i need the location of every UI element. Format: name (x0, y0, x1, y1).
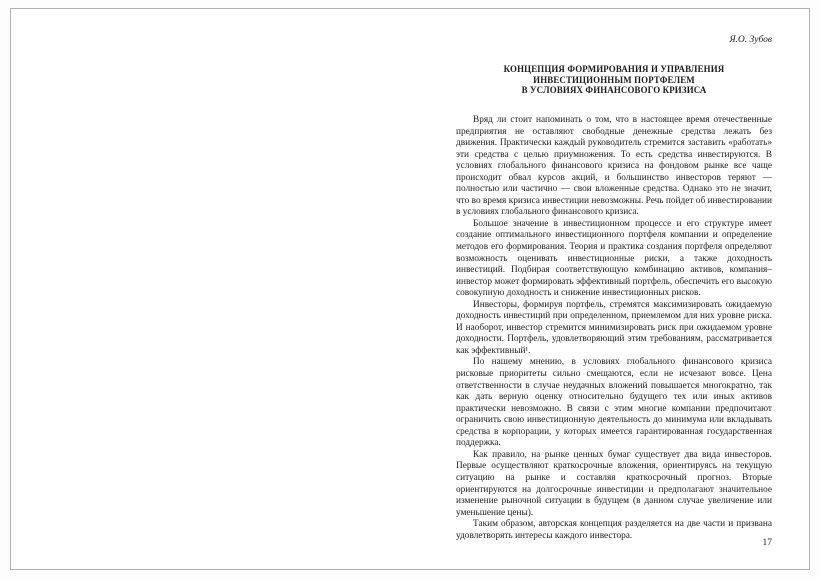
author-name: Я.О. Зубов (729, 35, 772, 45)
paragraph-5: Как правило, на рынке ценных бумаг существует два вида инвесторов. Первые осуществляют краткосрочные вложения, ориентируясь на текущую ситуацию на рынке и составляя краткосрочный прогноз. Вторые ориентируются на долгосрочные инвестиции и предполагают значительное изменение рыночной ситуации в будущем (в данном случае увеличение или уменьшение цены). (456, 449, 772, 518)
paragraph-3: Инвесторы, формируя портфель, стремятся максимизировать ожидаемую доходность инвестиций при определенном, приемлемом для них уровне риска. И наоборот, инвестор стремится минимизировать риск при ожидаемом уровне доходности. Портфель, удовлетворяющий этим требованиям, рассматривается как эффективный¹. (456, 299, 772, 356)
article-title-line-3: В УСЛОВИЯХ ФИНАНСОВОГО КРИЗИСА (521, 85, 707, 96)
paragraph-2: Большое значение в инвестиционном процессе и его структуре имеет создание оптимального инвестиционного портфеля компании и определение методов его формирования. Теория и практика создания портфеля определяют возможность оценивать инвестиционные риски, а также доходность инвестиций. Подбирая соответствующую комбинацию активов, компания–инвестор может формировать эффективный портфель, обеспечить его высокую совокупную доходность и снижение инвестиционных рисков. (456, 218, 772, 299)
paragraph-4: По нашему мнению, в условиях глобального финансового кризиса рисковые приоритеты сильно смещаются, если не исчезают вовсе. Цена ответственности в случае неудачных вложений повышается многократно, так как дать верную оценку относительно будущего тех или иных активов практически невозможно. В связи с этим многие компании предпочитают ограничить свою инвестиционную деятельность до минимума или вкладывать средства в корпорации, у которых имеется гарантированная государственная поддержка. (456, 357, 772, 449)
article-body (456, 115, 772, 542)
document-page (10, 8, 810, 570)
page-number: 17 (762, 538, 772, 548)
article-title-line-2: ИНВЕСТИЦИОННЫМ ПОРТФЕЛЕМ (533, 74, 695, 85)
article-title (456, 64, 772, 96)
article-title-line-1: КОНЦЕПЦИЯ ФОРМИРОВАНИЯ И УПРАВЛЕНИЯ (503, 64, 725, 74)
paragraph-6: Таким образом, авторская концепция разделяется на две части и призвана удовлетворять интересы каждого инвестора. (456, 519, 772, 541)
paragraph-1: Вряд ли стоит напоминать о том, что в настоящее время отечественные предприятия не оставляют свободные денежные средства лежать без движения. Практически каждый руководитель стремится заставить «работать» эти средства с целью приумножения. То есть средства инвестируются. В условиях глобального финансового кризиса на фондовом рынке все чаще происходит обвал курсов акций, и большинство инвесторов теряют — полностью или частично — свои вложенные средства. Однако это не значит, что во время кризиса инвестиции невозможны. Речь пойдет об инвестировании в условиях глобального финансового кризиса. (456, 115, 772, 218)
